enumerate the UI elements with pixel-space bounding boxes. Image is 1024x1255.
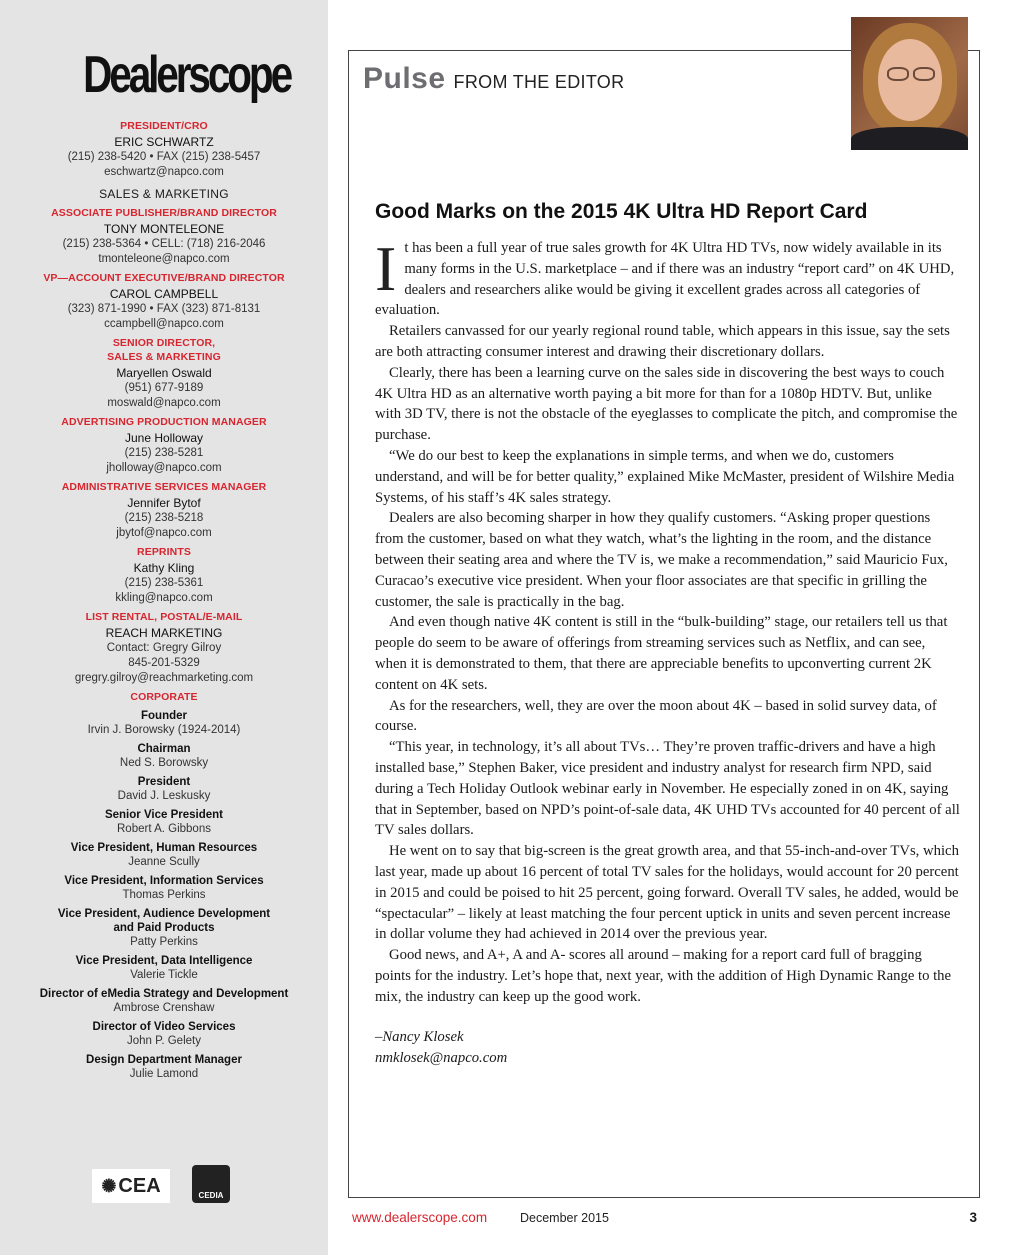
role-label: REPRINTS [137,546,191,558]
contact-line: gregry.gilroy@reachmarketing.com [74,672,254,684]
person-name: REACH MARKETING [105,626,223,640]
person-name: Jennifer Bytof [127,496,201,510]
signature-block [375,1027,960,1069]
cea-spark-icon: ✺ [101,1175,117,1196]
corp-title: Vice President, Human Resources [70,842,258,854]
drop-cap: I [375,233,397,304]
corp-person: Valerie Tickle [130,969,198,981]
article-headline: Good Marks on the 2015 4K Ultra HD Report Card [375,200,868,223]
corp-title: Founder [141,710,187,722]
corp-person: Jeanne Scully [128,856,200,868]
corp-person: Robert A. Gibbons [117,823,211,835]
corp-title: Vice President, Data Intelligence [75,955,253,967]
cea-logo [92,1169,170,1203]
article-paragraph: Clearly, there has been a learning curve on the sales side in discovering the best ways to couch 4K Ultra HD as an alternative worth paying a bit more for than for a 1080p HDTV. But, unlike with 3D TV, there is not the obstacle of the eyeglasses to complicate the pitch, and compromise the purchase. [375,364,958,444]
dealerscope-logo: Dealerscope [83,46,291,104]
contact-line: Contact: Gregry Gilroy [106,642,222,654]
contact-line: (215) 238-5364 • CELL: (718) 216-2046 [62,238,266,250]
page-number: 3 [969,1210,977,1225]
corp-title: Vice President, Audience Development and Paid Products [57,908,271,934]
author-email[interactable]: nmklosek@napco.com [375,1050,508,1067]
article-paragraph: “We do our best to keep the explanations in simple terms, and when we do, customers understand, and will be for better quality,” explained Mike McMaster, president of Wilshire Media Systems, of his staff’s 4K sales strategy. [375,447,955,506]
corp-title: President [137,776,191,788]
role-label: PRESIDENT/CRO [120,120,208,132]
mast-block [0,610,328,686]
article-paragraph: Good news, and A+, A and A- scores all around – making for a report card full of bragging points for the industry. Let’s hope that, next year, with the addition of High Dynamic Range to the mix, the industry can keep up the good work. [375,947,952,1005]
article-paragraph: As for the researchers, well, they are over the moon about 4K – based in solid survey data, of course. [375,697,937,735]
editor-photo [851,17,968,150]
mast-block [0,480,328,541]
corp-person: Patty Perkins [130,936,198,948]
article-paragraph: And even though native 4K content is still in the “bulk-building” stage, our retailers tell us that people do seem to be aware of offerings from streaming services such as Netflix, and can see, when it is demonstrated to them, that there are appreciable benefits to upconverting current 2K content on 4K sets. [375,614,948,693]
role-label: ASSOCIATE PUBLISHER/BRAND DIRECTOR [51,207,277,219]
contact-line: tmonteleone@napco.com [98,253,230,265]
article-paragraph: It has been a full year of true sales growth for 4K Ultra HD TVs, now widely available in its many forms in the U.S. marketplace – and if there was an industry “report card” on 4K UHD, dealers and researchers alike would be giving it excellent grades across all categories of evaluation. [375,233,955,319]
role-label: ADVERTISING PRODUCTION MANAGER [61,416,267,428]
masthead-list [0,115,328,1081]
contact-line: (215) 238-5218 [124,512,204,524]
cedia-logo: CEDIA [192,1165,230,1203]
corp-person: Ambrose Crenshaw [113,1002,215,1014]
person-name: Maryellen Oswald [116,366,212,380]
contact-line: (215) 238-5420 • FAX (215) 238-5457 [67,151,261,163]
mast-block [0,336,328,411]
corp-title: Senior Vice President [104,809,224,821]
contact-line: (215) 238-5281 [124,447,204,459]
role-label: LIST RENTAL, POSTAL/E-MAIL [85,611,243,623]
section-heading: SALES & MARKETING [99,187,229,201]
article-body [375,233,960,1069]
mast-block [0,119,328,180]
page-footer [352,1210,977,1230]
author-signature: –Nancy Klosek [375,1029,464,1046]
person-name: TONY MONTELEONE [103,222,225,236]
person-name: ERIC SCHWARTZ [114,135,214,149]
corp-person: Julie Lamond [129,1068,199,1080]
corporate-list [0,709,328,1081]
contact-line: 845-201-5329 [128,657,200,669]
site-url-link[interactable]: www.dealerscope.com [352,1210,488,1225]
corp-title: Vice President, Information Services [64,875,264,887]
section-label: FROM THE EDITOR [453,72,625,92]
corporate-heading: CORPORATE [130,691,198,703]
cea-logo-text: CEA [118,1174,161,1197]
contact-line: ccampbell@napco.com [104,318,224,330]
role-label: VP—ACCOUNT EXECUTIVE/BRAND DIRECTOR [43,272,285,284]
corp-title: Chairman [137,743,191,755]
corp-title: Director of eMedia Strategy and Development [39,988,289,1000]
role-label: SENIOR DIRECTOR, SALES & MARKETING [107,337,221,363]
mast-block [0,545,328,606]
article-paragraph: Retailers canvassed for our yearly regional round table, which appears in this issue, say the sets are both attracting consumer interest and drawing their discretionary dollars. [375,323,950,360]
issue-date: December 2015 [520,1211,609,1225]
pulse-title: Pulse [363,62,446,95]
article-paragraph: Dealers are also becoming sharper in how they qualify customers. “Asking proper questions from the customer, based on what they watch, what’s the lighting in the room, and the distance between their seating area and where the TV is, we make a recommendation,” said Mauricio Fux, Curacao’s executive vice president. When your floor associates are that specific in grilling the customer, the sale is practically in the bag. [375,510,948,610]
corp-title: Design Department Manager [86,1054,242,1066]
contact-line: (323) 871-1990 • FAX (323) 871-8131 [67,303,261,315]
contact-line: jbytof@napco.com [116,527,212,539]
person-name: June Holloway [124,431,204,445]
article-paragraph: He went on to say that big-screen is the great growth area, and that 55-inch-and-over TVs, which last year, made up about 16 percent of total TV sales for the holidays, would account for 20 percent in 2015 and could be poised to hit 25 percent, going forward. Overall TV sales, he added, would be “spectacular” – likely at least matching the four percent uptick in units and seven percent increase in dollar volume they had achieved in 2014 over the previous year. [375,843,959,943]
contact-line: (951) 677-9189 [124,382,204,394]
person-name: CAROL CAMPBELL [109,287,219,301]
article-paragraph: “This year, in technology, it’s all about TVs… They’re proven traffic-drivers and have a high installed base,” Stephen Baker, vice president and industry analyst for research firm NPD, said during a Tech Holiday Outlook webinar early in November. He especially zoned in on 4K, saying that in September, based on NPD’s point-of-sale data, 4K UHD TVs accounted for 40 percent of all TV sales dollars. [375,739,960,839]
role-label: ADMINISTRATIVE SERVICES MANAGER [61,481,267,493]
contact-line: eschwartz@napco.com [104,166,224,178]
pulse-header [363,62,624,96]
contact-line: jholloway@napco.com [106,462,222,474]
mast-block [0,271,328,332]
masthead-sidebar [0,0,328,1255]
person-name: Kathy Kling [133,561,195,575]
association-badges [92,1165,242,1205]
corp-person: David J. Leskusky [117,790,211,802]
mast-block [0,415,328,476]
contact-line: kkling@napco.com [115,592,213,604]
corp-person: Ned S. Borowsky [119,757,209,769]
mast-block [0,206,328,267]
corp-person: John P. Gelety [127,1035,201,1047]
corp-title: Director of Video Services [92,1021,236,1033]
corp-person: Irvin J. Borowsky (1924-2014) [87,724,241,736]
contact-line: (215) 238-5361 [124,577,204,589]
corp-person: Thomas Perkins [122,889,206,901]
contact-line: moswald@napco.com [107,397,221,409]
